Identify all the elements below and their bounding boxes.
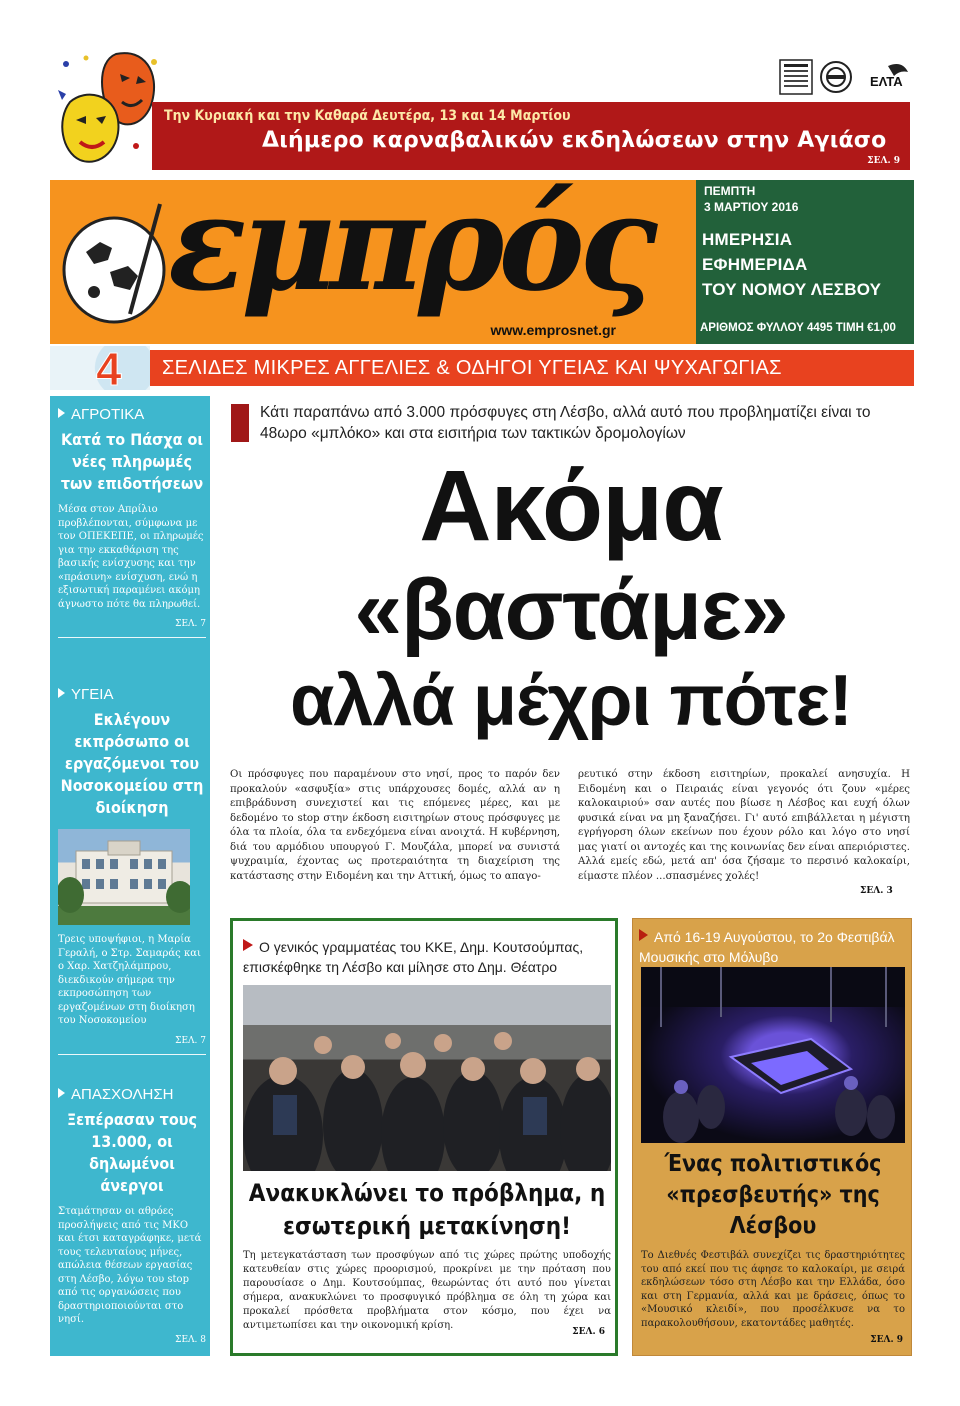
sidebar-headline: Κατά το Πάσχα οι νέες πληρωμές των επιδοτήσεων [60,430,204,493]
main-kicker: Κάτι παραπάνω από 3.000 πρόσφυγες στη Λέσβο, αλλά αυτό που προβληματίζει είναι το 48ωρο «μπλόκο» και στα εισιτήρια των τακτικών δρομολογίων [260,404,871,442]
strip-bar [150,350,914,386]
strip-number: 4 [96,343,122,395]
kke-headline: Ανακυκλώνει το πρόβλημα, η εσωτερική μετακίνηση! [248,1179,606,1240]
arrow-icon [639,929,648,941]
masthead-line-1: ΗΜΕΡΗΣΙΑ [702,230,793,249]
kke-photo [243,985,611,1171]
main-headline[interactable] [230,452,912,742]
masthead-line-3: ΤΟΥ ΝΟΜΟΥ ΛΕΣΒΟΥ [702,280,882,299]
strip-text: ΣΕΛΙΔΕΣ ΜΙΚΡΕΣ ΑΓΓΕΛΙΕΣ & ΟΔΗΓΟΙ ΥΓΕΙΑΣ ΚΑΙ ΨΥΧΑΓΩΓΙΑΣ [162,357,782,379]
festival-headline: Ένας πολιτιστικός «πρεσβευτής» της Λέσβου [664,1151,882,1239]
sidebar-body: Σταμάτησαν οι αθρόες προσλήψεις από τις ΜΚΟ και έτσι καταγράφηκε, μετά τους τελευταίους μήνες, απώλεια θέσεων εργασίας στη Λέσβο, λόγω του stop από τις οργανώσεις που δραστηριοποιούνται στο νησί. [58,1206,202,1325]
sidebar-story-employment[interactable] [58,1086,206,1345]
issue-date: 3 ΜΑΡΤΙΟΥ 2016 [704,200,799,214]
kke-body: Τη μετεγκατάσταση των προσφύγων από τις χώρες πρώτης υποδοχής κατευθείαν στις χώρες προορισμού, προκρίνει με την πρόταση που παρουσίασε ο Δημ. Κουτσούμπας, θεωρώντας ότι αυτό που γίνεται σήμερα, ανακυκλώνει το προσφυγικό πρόβλημα σε όλη τη χώρα και προκαλεί πρόσθετα προβλήματα στον κόσμο, που έχει να αντιμετωπίσει και την οικονομική κρίση. [243,1250,611,1331]
sidebar-kicker: ΑΓΡΟΤΙΚΑ [58,406,206,423]
sidebar-page-ref: ΣΕΛ. 7 [175,619,206,629]
headline-line-1: Ακόμα [419,450,723,562]
sidebar-page-ref: ΣΕΛ. 7 [175,1035,206,1046]
promo-page-ref: ΣΕΛ. 9 [867,156,900,166]
sidebar-story-health[interactable] [58,686,206,1055]
festival-story-box[interactable] [632,918,912,1356]
kke-story-box[interactable] [230,918,618,1356]
classifieds-strip[interactable] [50,343,914,395]
carnival-masks-icon [56,50,166,170]
arrow-icon [243,939,253,951]
masthead[interactable] [50,166,696,344]
main-story-column-1: Οι πρόσφυγες που παραμένουν στο νησί, προς το παρόν δεν προκαλούν «ασφυξία» στις υπάρχουσες δομές, αλλά αν η επιβράδυνση συνεχιστεί και τις επόμενες μέρες, και με δεδομένο το stop στην έκδοση εισιτηρίων στους πρόσφυγες με όλα τα πλοία, όλα τα ενδεχόμενα είναι ανοιχτά. Η κυβέρνηση, διά του αρμόδιου υπουργού Γ. Μουζάλα, μπορεί να συνιστά ψυχραιμία, έχοντας ως προτεραιότητα τη διαχείριση της κατάστασης στην Ειδομένη και την Αττική, όμως το απαγο- [230,769,560,882]
sidebar-body: Τρεις υποψήφιοι, η Μαρία Γεραλή, ο Στρ. Σαμαράς και ο Χαρ. Χατζηλάμπρου, διεκδικούν σήμερα την εκπροσώπηση των εργαζομένων στη διοίκηση του Νοσοκομείου [58,934,201,1026]
kicker-marker [231,404,249,442]
kke-kicker: Ο γενικός γραμματέας του ΚΚΕ, Δημ. Κουτσούμπας, επισκέφθηκε τη Λέσβο και μίλησε στο Δημ. Θέατρο [243,939,584,975]
divider [58,637,206,638]
publisher-logos [778,58,912,96]
arrow-icon [58,408,65,418]
issue-number-price: ΑΡΙΘΜΟΣ ΦΥΛΛΟΥ 4495 ΤΙΜΗ €1,00 [700,322,896,334]
hospital-photo [58,829,190,925]
main-page-ref: ΣΕΛ. 3 [860,886,893,896]
sidebar-headline: Ξεπέρασαν τους 13.000, οι δηλωμένοι άνεργοι [67,1110,197,1195]
main-story-column-2: ρευτικό στην έκδοση εισιτηρίων, προκαλεί ανησυχία. Η Ειδομένη και ο Πειραιάς είναι γεγονός ότι ζουν «μέρες καλοκαιριού» σαν αυτές που βίωσε η Λέσβος και ευχή όλων φυσικά είναι να μη ξαναζήσει. Γι' αυτό επιβάλλεται η μέγιστη εγρήγορση όλων εκείνων που έχουν ρόλο και λόγο στο νησί μας γιατί οι αντοχές και της κοινωνίας δεν είναι απεριόριστες. Αλλά εμείς εδώ, μετά απ' όσα ζήσαμε το περσινό καλοκαίρι, είμαστε πλέον ...σπασμένες χολές! [578,769,910,882]
arrow-icon [58,1088,65,1098]
festival-page-ref: ΣΕΛ. 9 [870,1335,903,1345]
sidebar-headline: Εκλέγουν εκπρόσωπο οι εργαζόμενοι του Νοσοκομείου στη διοίκηση [60,710,204,817]
masthead-title: εμπρός [168,166,652,321]
headline-line-2: «βαστάμε» [354,562,788,658]
issue-day: ΠΕΜΠΤΗ [704,184,756,198]
promo-subtitle: Την Κυριακή και την Καθαρά Δευτέρα, 13 και 14 Μαρτίου [164,108,571,124]
masthead-url[interactable]: www.emprosnet.gr [490,322,616,338]
sidebar-kicker: ΥΓΕΙΑ [58,686,206,703]
sidebar [50,396,210,1356]
lesvos-palette-icon [58,200,168,330]
sidebar-kicker: ΑΠΑΣΧΟΛΗΣΗ [58,1086,206,1103]
festival-body: Το Διεθνές Φεστιβάλ συνεχίζει τις δραστηριότητες του από εκεί που τις άφησε το καλοκαίρι, με σειρά εκδηλώσεων τόσο στη Λέσβο και την Ελλάδα, όσο και στη Γερμανία, αλλά και με δράσεις, όπως το «Μουσικό κλειδί», που προσέλκυσε να το παρακολουθήσουν, εκατοντάδες μαθητές. [641,1250,905,1329]
headline-line-3: αλλά μέχρι πότε! [290,661,852,741]
sidebar-page-ref: ΣΕΛ. 8 [175,1334,206,1345]
kke-page-ref: ΣΕΛ. 6 [572,1327,605,1337]
masthead-info-panel [696,180,914,344]
festival-photo [641,967,905,1143]
elta-logo: ΕΛΤΑ [870,74,903,89]
sidebar-story-agriculture[interactable] [58,406,206,638]
sidebar-body: Μέσα στον Απρίλιο προβλέπονται, σύμφωνα με τον ΟΠΕΚΕΠΕ, οι πληρωμές για την εκκαθάριση της βασικής ενίσχυσης και την «πράσινη» ενίσχυση, ενώ η εξισωτική παραμένει ακόμη άγνωστο πότε θα πληρωθεί. [58,504,204,610]
promo-banner[interactable] [152,102,910,170]
arrow-icon [58,688,65,698]
promo-title: Διήμερο καρναβαλικών εκδηλώσεων στην Αγιάσο [262,128,887,153]
divider [58,1054,206,1055]
masthead-line-2: ΕΦΗΜΕΡΙΔΑ [702,255,808,274]
festival-kicker: Από 16-19 Αυγούστου, το 2ο Φεστιβάλ Μουσικής στο Μόλυβο [639,929,895,965]
